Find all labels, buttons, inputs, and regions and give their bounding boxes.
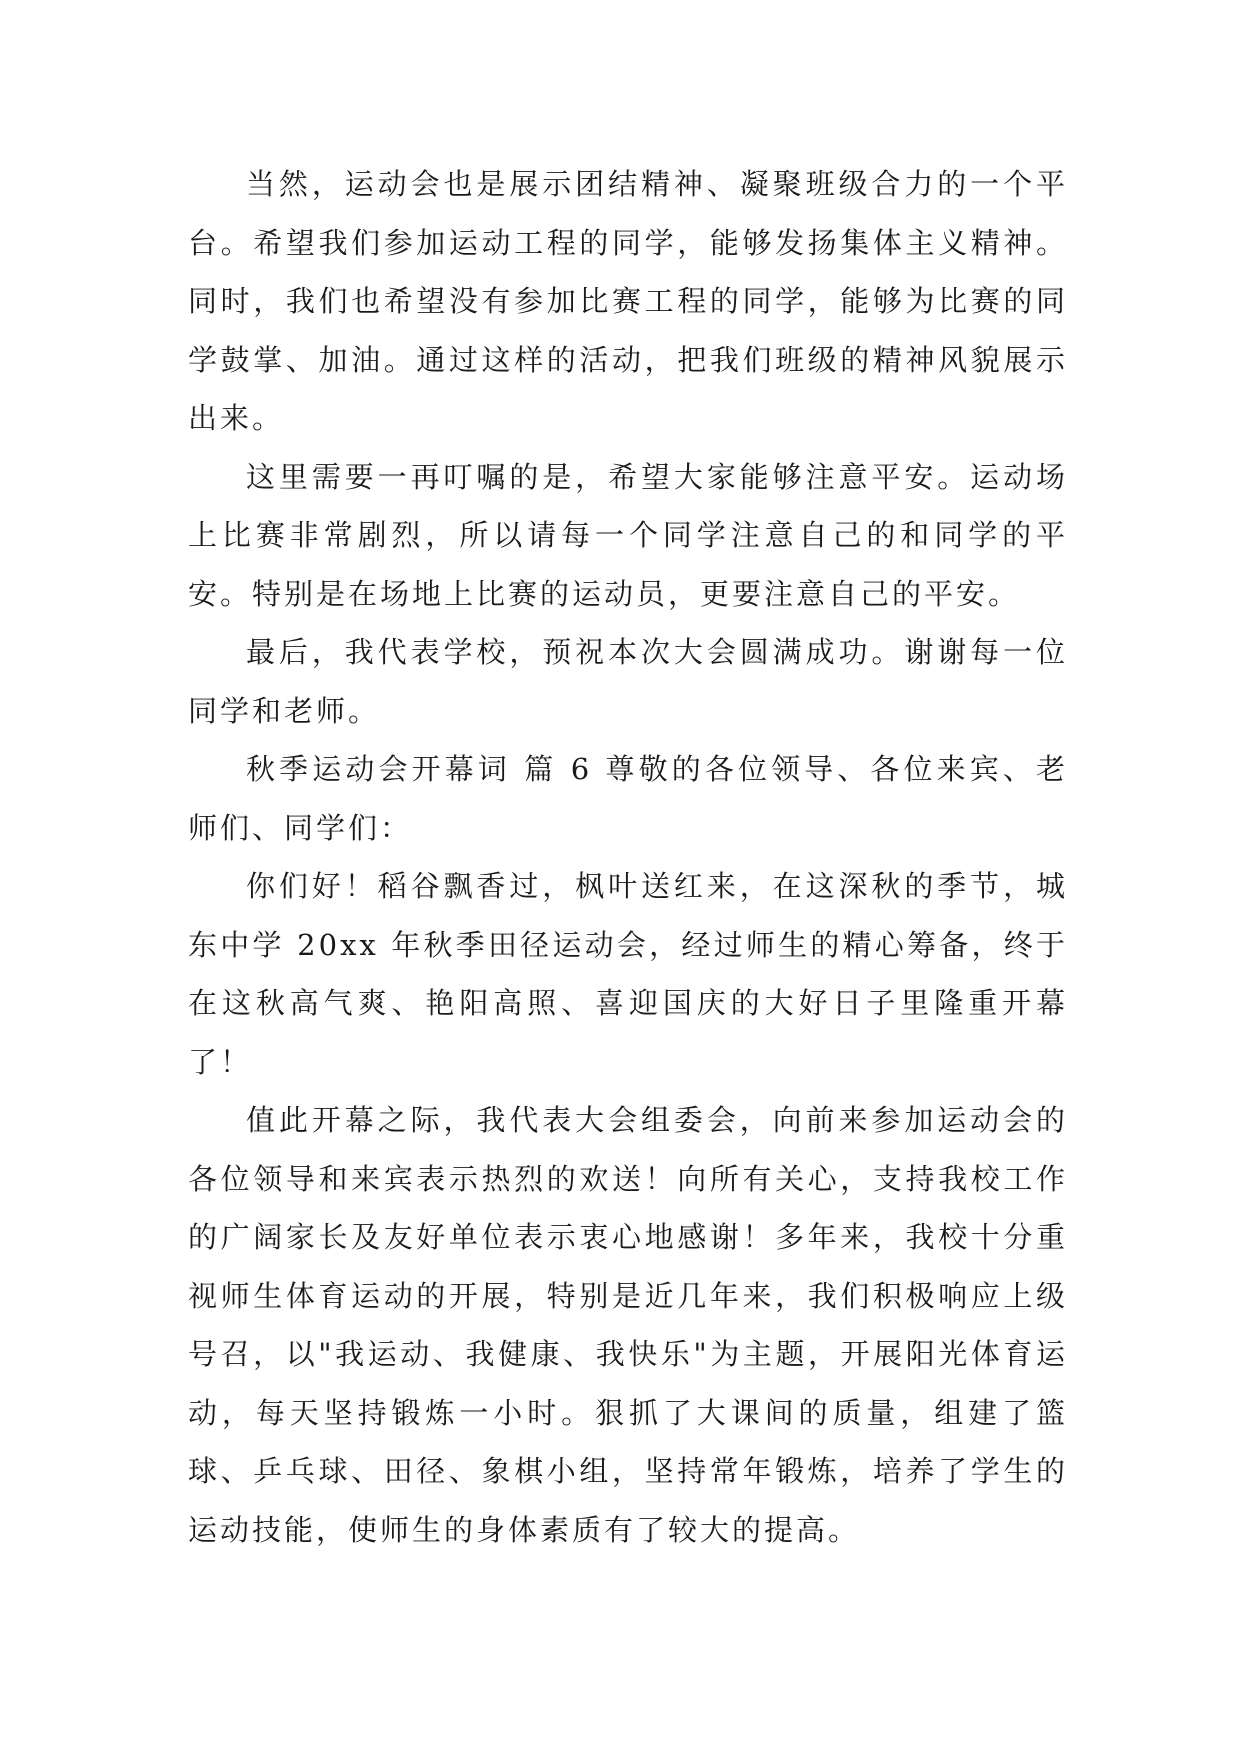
paragraph-greeting: 你们好！稻谷飘香过，枫叶送红来，在这深秋的季节，城东中学 20xx 年秋季田径运动会，经过师生的精心筹备，终于在这秋高气爽、艳阳高照、喜迎国庆的大好日子里隆重开幕了！ bbox=[188, 869, 1068, 1079]
paragraph-safety: 这里需要一再叮嘱的是，希望大家能够注意平安。运动场上比赛非常剧烈，所以请每一个同学注意自己的和同学的平安。特别是在场地上比赛的运动员，更要注意自己的平安。 bbox=[188, 459, 1068, 611]
paragraph-closing: 最后，我代表学校，预祝本次大会圆满成功。谢谢每一位同学和老师。 bbox=[188, 635, 1068, 728]
paragraph-section-heading: 秋季运动会开幕词 篇 6 尊敬的各位领导、各位来宾、老师们、同学们： bbox=[188, 752, 1068, 845]
paragraph-unity: 当然，运动会也是展示团结精神、凝聚班级合力的一个平台。希望我们参加运动工程的同学，能够发扬集体主义精神。同时，我们也希望没有参加比赛工程的同学，能够为比赛的同学鼓掌、加油。通过这样的活动，把我们班级的精神风貌展示出来。 bbox=[188, 167, 1068, 435]
paragraph-welcome: 值此开幕之际，我代表大会组委会，向前来参加运动会的各位领导和来宾表示热烈的欢送！向所有关心，支持我校工作的广阔家长及友好单位表示衷心地感谢！多年来，我校十分重视师生体育运动的开展，特别是近几年来，我们积极响应上级号召，以"我运动、我健康、我快乐"为主题，开展阳光体育运动，每天坚持锻炼一小时。狠抓了大课间的质量，组建了篮球、乒乓球、田径、象棋小组，坚持常年锻炼，培养了学生的运动技能，使师生的身体素质有了较大的提高。 bbox=[188, 1103, 1068, 1547]
document-body bbox=[188, 155, 1068, 1559]
